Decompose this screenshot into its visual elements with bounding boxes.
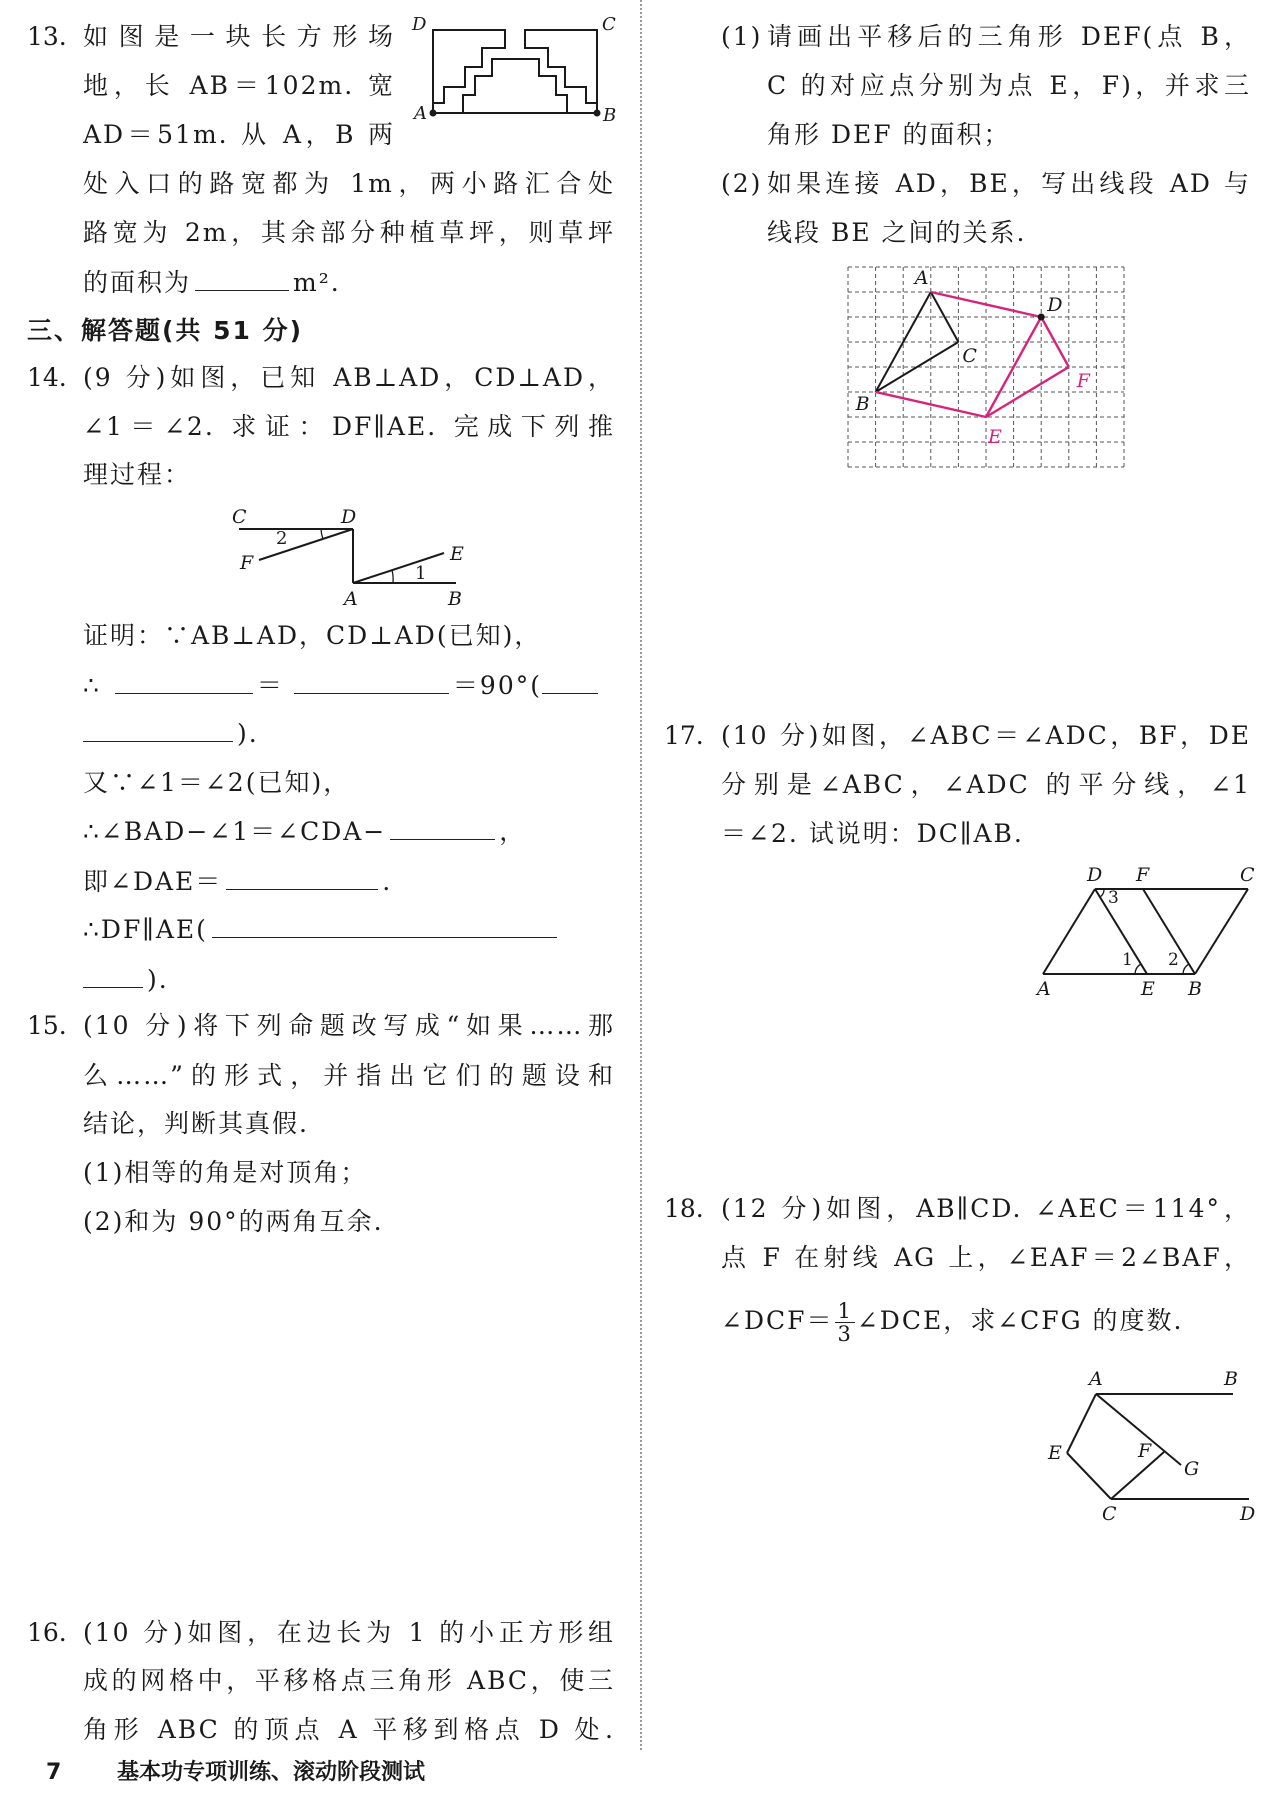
label-a: A <box>914 267 929 289</box>
proof-line <box>83 961 169 997</box>
segment-ad <box>931 292 1041 317</box>
angle-arc-3 <box>1100 889 1104 897</box>
label-f: F <box>1076 370 1090 392</box>
label-c: C <box>232 506 247 528</box>
label-b: B <box>603 105 617 126</box>
fraction <box>835 1300 854 1345</box>
q16-sub1-line: 请画出平移后的三角形 DEF(点 B， <box>767 22 1251 51</box>
lawn-middle <box>463 59 567 113</box>
proof-text: . <box>382 867 393 896</box>
label-f: F <box>1136 864 1150 886</box>
label-e: E <box>450 543 464 565</box>
answer-blank[interactable] <box>83 715 233 742</box>
label-a: A <box>1089 1368 1103 1390</box>
answer-blank[interactable] <box>212 911 557 938</box>
label-d: D <box>1240 1503 1256 1525</box>
proof-text: ). <box>147 965 169 994</box>
question-number: 16. <box>27 1618 67 1647</box>
answer-blank[interactable] <box>226 863 378 890</box>
answer-blank[interactable] <box>115 667 253 694</box>
page-number: 7 <box>46 1760 62 1785</box>
q18-line: 点 F 在射线 AG 上，∠EAF＝2∠BAF， <box>721 1243 1251 1272</box>
proof-text: ， <box>499 817 527 846</box>
line-ec <box>1067 1453 1111 1499</box>
label-c: C <box>602 14 616 35</box>
q13-line: 路宽为 2m，其余部分种植草坪，则草坪 <box>83 218 615 247</box>
angle-label-1: 1 <box>1122 950 1133 970</box>
triangle-abc-side <box>931 292 959 342</box>
line-df <box>259 529 353 560</box>
label-d: D <box>1047 294 1063 316</box>
q16-line: 成的网格中，平移格点三角形 ABC，使三 <box>83 1666 615 1695</box>
proof-line <box>83 813 526 849</box>
label-f: F <box>240 552 254 574</box>
q16-sub1-line: 角形 DEF 的面积； <box>767 120 1011 149</box>
label-d: D <box>412 14 427 35</box>
proof-text: ∴DF∥AE( <box>83 915 208 944</box>
q18-text: ∠DCF＝ <box>721 1306 834 1335</box>
label-c: C <box>962 345 977 367</box>
sub-label: (2) <box>721 169 763 198</box>
fraction-denominator: 3 <box>837 1322 853 1346</box>
label-d: D <box>341 506 357 528</box>
label-e: E <box>988 426 1002 448</box>
proof-line <box>83 667 623 703</box>
q16-line: (10 分)如图，在边长为 1 的小正方形组 <box>83 1618 615 1647</box>
question-number: 17. <box>664 721 704 750</box>
answer-blank[interactable] <box>195 264 289 291</box>
triangle-def-side <box>986 317 1041 417</box>
triangle-def-side <box>1041 317 1069 367</box>
proof-text: ). <box>237 719 259 748</box>
fraction-numerator: 1 <box>837 1299 853 1323</box>
q13-line: 处入口的路宽都为 1m，两小路汇合处 <box>83 169 615 198</box>
triangle-abc-side <box>876 342 959 392</box>
q17-line: 分别是∠ABC，∠ADC 的平分线，∠1 <box>721 770 1251 799</box>
q15-line: 么……”的形式，并指出它们的题设和 <box>83 1061 615 1090</box>
q14-line: 理过程： <box>83 460 192 489</box>
segment-be <box>876 392 986 417</box>
angle-label-1: 1 <box>415 563 427 584</box>
proof-line <box>83 911 561 947</box>
section-title: 三、解答题(共 51 分) <box>27 316 304 345</box>
label-e: E <box>1048 1442 1062 1464</box>
q13-line: 如图是一块长方形场 <box>83 22 395 51</box>
q18-line: (12 分)如图，AB∥CD. ∠AEC＝114°， <box>721 1194 1251 1223</box>
line-de <box>1095 889 1147 974</box>
answer-blank[interactable] <box>83 961 143 988</box>
proof-text: ∴∠BAD−∠1＝∠CDA− <box>83 817 387 846</box>
angle-label-3: 3 <box>1108 888 1119 908</box>
q16-sub2-line: 线段 BE 之间的关系. <box>767 218 1027 247</box>
proof-text: ＝90°( <box>452 671 542 700</box>
q15-line: (10 分)将下列命题改写成“如果……那 <box>83 1011 615 1040</box>
q17-line: ＝∠2. 试说明：DC∥AB. <box>721 819 1024 848</box>
proof-line: 又∵∠1＝∠2(已知)， <box>83 768 351 797</box>
question-number: 18. <box>664 1194 704 1223</box>
line-ae <box>353 553 444 583</box>
label-a: A <box>1037 978 1051 1000</box>
q13-unit: m². <box>293 268 341 297</box>
equals: ＝ <box>256 671 284 700</box>
q15-item: (1)相等的角是对顶角； <box>83 1158 368 1187</box>
q15-line: 结论，判断其真假. <box>83 1109 309 1138</box>
line-ae <box>1067 1394 1096 1453</box>
q13-text: 的面积为 <box>83 268 192 297</box>
answer-blank[interactable] <box>294 667 449 694</box>
lawn-left <box>433 30 505 113</box>
label-a: A <box>414 103 427 124</box>
line-cb <box>1195 889 1248 974</box>
proof-line: 证明：∵AB⊥AD，CD⊥AD(已知)， <box>83 621 542 650</box>
label-b: B <box>855 393 870 415</box>
label-c: C <box>1240 864 1255 886</box>
q17-line: (10 分)如图，∠ABC＝∠ADC，BF，DE <box>721 721 1251 750</box>
q16-sub1-line: C 的对应点分别为点 E，F)，并求三 <box>767 71 1251 100</box>
q13-line: AD＝51m. 从 A，B 两 <box>83 120 395 149</box>
point-b <box>594 110 601 117</box>
q18-line <box>721 1296 1184 1346</box>
label-a: A <box>344 588 358 610</box>
q16-sub2-line: 如果连接 AD，BE，写出线段 AD 与 <box>767 169 1251 198</box>
angle-arc-2 <box>321 529 323 539</box>
q18-text: ∠DCE，求∠CFG 的度数. <box>856 1306 1184 1335</box>
footer-title: 基本功专项训练、滚动阶段测试 <box>117 1760 426 1785</box>
angle-arc-1 <box>1135 964 1141 974</box>
angle-arc-2 <box>1183 964 1189 974</box>
q13-line: 地，长 AB＝102m. 宽 <box>83 71 395 100</box>
q16-line: 角形 ABC 的顶点 A 平移到格点 D 处. <box>83 1715 615 1744</box>
line-ad <box>1043 889 1095 974</box>
question-number: 14. <box>27 363 67 392</box>
answer-blank[interactable] <box>542 667 598 694</box>
question-number: 15. <box>27 1011 67 1040</box>
q13-answer-line <box>83 264 341 300</box>
label-e: E <box>1141 978 1155 1000</box>
label-f: F <box>1138 1440 1152 1462</box>
lawn-right <box>525 30 597 113</box>
q14-line: ∠1＝∠2. 求证：DF∥AE. 完成下列推 <box>83 412 615 441</box>
question-number: 13. <box>27 22 67 51</box>
label-d: D <box>1087 864 1103 886</box>
triangle-abc-side <box>876 292 931 392</box>
proof-line <box>83 863 392 899</box>
point-a <box>430 110 437 117</box>
therefore-symbol: ∴ <box>83 671 101 700</box>
label-g: G <box>1184 1458 1200 1480</box>
proof-text: 即∠DAE＝ <box>83 867 223 896</box>
label-b: B <box>448 588 462 610</box>
column-divider <box>640 0 642 1750</box>
sub-label: (1) <box>721 22 763 51</box>
angle-label-2: 2 <box>276 528 288 549</box>
triangle-def-side <box>986 367 1069 417</box>
angle-arc-1 <box>392 570 393 583</box>
proof-line <box>83 715 259 751</box>
label-b: B <box>1188 978 1202 1000</box>
label-c: C <box>1102 1503 1117 1525</box>
label-b: B <box>1224 1368 1238 1390</box>
q15-item: (2)和为 90°的两角互余. <box>83 1207 384 1236</box>
point-d <box>1038 314 1045 321</box>
q14-line: (9 分)如图，已知 AB⊥AD，CD⊥AD， <box>83 363 615 392</box>
answer-blank[interactable] <box>390 813 495 840</box>
angle-label-2: 2 <box>1168 950 1179 970</box>
